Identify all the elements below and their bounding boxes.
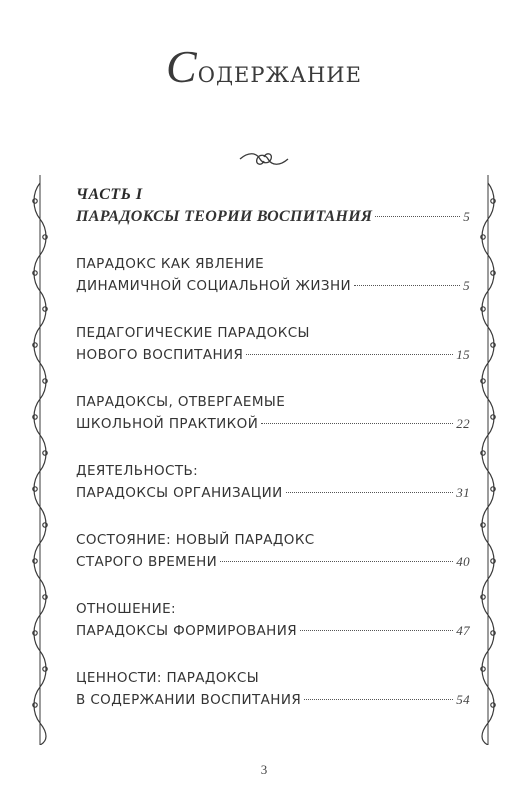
page-title [0,40,528,93]
toc-entry[interactable] [76,529,470,573]
toc-entry-part-title[interactable] [76,206,470,228]
toc-entry-line1: СОСТОЯНИЕ: НОВЫЙ ПАРАДОКС [76,532,315,548]
leader-dots [304,699,453,700]
toc-entry[interactable] [76,253,470,297]
toc-entry-line2: В СОДЕРЖАНИИ ВОСПИТАНИЯ [76,692,302,708]
toc-page-number: 15 [456,347,470,362]
toc-page-number: 40 [456,554,470,569]
toc-entry-line1: ЦЕННОСТИ: ПАРАДОКСЫ [76,670,260,686]
toc-entry-line2: ШКОЛЬНОЙ ПРАКТИКОЙ [76,416,259,432]
toc-entry-line2: ПАРАДОКСЫ ФОРМИРОВАНИЯ [76,623,297,639]
leader-dots [261,423,453,424]
toc-page-number: 31 [456,485,470,500]
toc-entry-line1: ПЕДАГОГИЧЕСКИЕ ПАРАДОКСЫ [76,325,310,341]
toc-page-number: 22 [456,416,470,431]
toc-entry[interactable] [76,667,470,711]
toc-entry-line1: ПАРАДОКСЫ, ОТВЕРГАЕМЫЕ [76,394,286,410]
leader-dots [375,216,460,217]
toc-entry[interactable] [76,598,470,642]
flourish-ornament [236,150,292,168]
toc-page-number: 5 [463,209,470,224]
part-heading: ЧАСТЬ I [76,186,143,203]
toc-entry-line1: ДЕЯТЕЛЬНОСТЬ: [76,463,199,479]
toc-entry[interactable] [76,460,470,504]
toc-entry-line2: ДИНАМИЧНОЙ СОЦИАЛЬНОЙ ЖИЗНИ [76,278,351,294]
toc-entry[interactable] [76,322,470,366]
title-rest: одержание [197,55,362,90]
vine-border-right [478,175,498,745]
table-of-contents [76,184,470,711]
toc-entry-line2: НОВОГО ВОСПИТАНИЯ [76,347,244,363]
title-initial: С [166,41,198,92]
leader-dots [300,630,453,631]
toc-page-number: 5 [463,278,470,293]
leader-dots [286,492,454,493]
vine-border-left [30,175,50,745]
toc-entry-line1: ОТНОШЕНИЕ: [76,601,176,617]
page-number: 3 [260,762,268,777]
toc-entry-line1: ПАРАДОКС КАК ЯВЛЕНИЕ [76,256,265,272]
toc-entry-line2: СТАРОГО ВРЕМЕНИ [76,554,218,570]
toc-entry[interactable] [76,391,470,435]
leader-dots [354,285,460,286]
toc-entry-title: ПАРАДОКСЫ ТЕОРИИ ВОСПИТАНИЯ [76,208,373,225]
toc-entry-line2: ПАРАДОКСЫ ОРГАНИЗАЦИИ [76,485,283,501]
leader-dots [246,354,453,355]
toc-page-number: 54 [456,692,470,707]
leader-dots [220,561,453,562]
toc-page-number: 47 [456,623,470,638]
